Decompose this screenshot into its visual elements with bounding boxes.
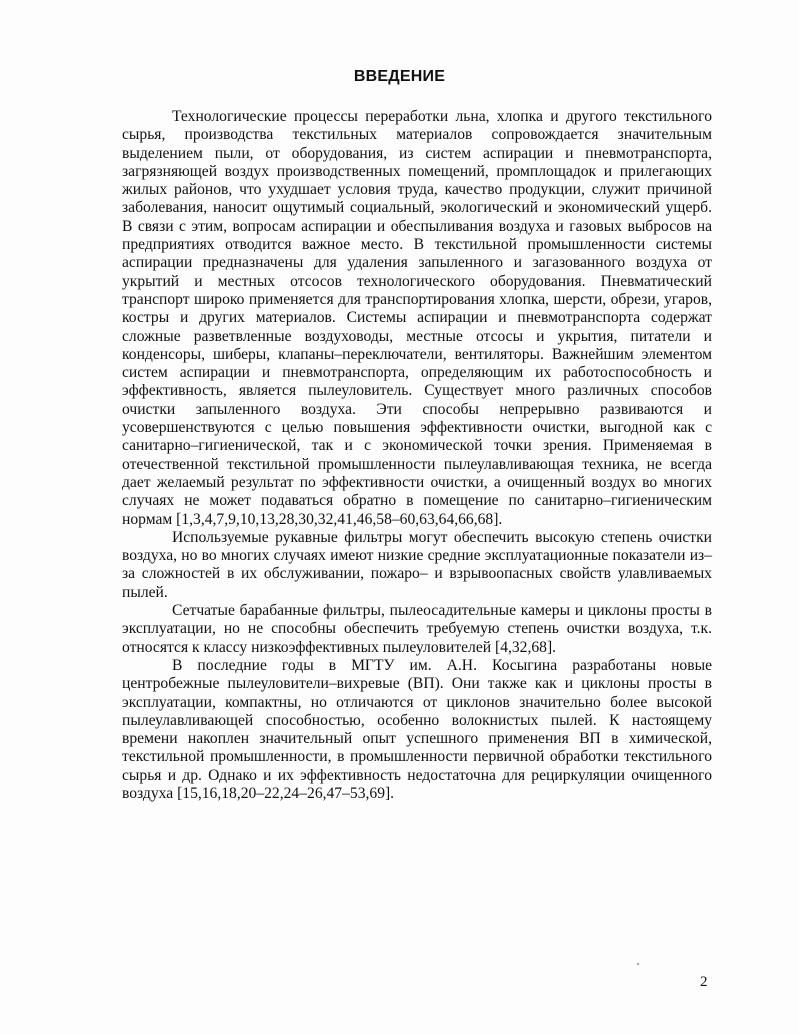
paragraph-2: Используемые рукавные фильтры могут обеспечить высокую степень очистки воздуха, но во многих случаях имеют низкие средние эксплуатационные показатели из–за сложностей в их обслуживании, пожаро– и взрывоопасных свойств улавливаемых пылей. — [122, 528, 712, 601]
scan-speck — [637, 963, 639, 965]
paragraph-1: Технологические процессы переработки льна, хлопка и другого текстильного сырья, производства текстильных материалов сопровождается значительным выделением пыли, от оборудования, из систем аспирации и пневмотранспорта, загрязняющей воздух производственных помещений, промплощадок и прилегающих жилых районов, что ухудшает условия труда, качество продукции, служит причиной заболевания, наносит ощутимый социальный, экологический и экономический ущерб. В связи с этим, вопросам аспирации и обеспыливания воздуха и газовых выбросов на предприятиях отводится важное место. В текстильной промышленности системы аспирации предназначены для удаления запыленного и загазованного воздуха от укрытий и местных отсосов технологического оборудования. Пневматический транспорт широко применяется для транспортирования хлопка, шерсти, обрези, угаров, костры и других материалов. Системы аспирации и пневмотранспорта содержат сложные разветвленные воздуховоды, местные отсосы и укрытия, питатели и конденсоры, шиберы, клапаны–переключатели, вентиляторы. Важнейшим элементом систем аспирации и пневмотранспорта, определяющим их работоспособность и эффективность, является пылеуловитель. Существует много различных способов очистки запыленного воздуха. Эти способы непрерывно развиваются и усовершенствуются с целью повышения эффективности очистки, выгодной как с санитарно–гигиенической, так и с экономической точки зрения. Применяемая в отечественной текстильной промышленности пылеулавливающая техника, не всегда дает желаемый результат по эффективности очистки, а очищенный воздух во многих случаях не может подаваться обратно в помещение по санитарно–гигиеническим нормам [1,3,4,7,9,10,13,28,30,32,41,46,58–60,63,64,66,68]. — [122, 108, 712, 528]
page-number: 2 — [700, 974, 708, 990]
body-text — [122, 108, 712, 803]
paragraph-4: В последние годы в МГТУ им. А.Н. Косыгина разработаны новые центробежные пылеуловители–вихревые (ВП). Они также как и циклоны просты в эксплуатации, компактны, но отличаются от циклонов значительно более высокой пылеулавливающей способностью, особенно волокнистых пылей. К настоящему времени накоплен значительный опыт успешного применения ВП в химической, текстильной промышленности, в промышленности первичной обработки текстильного сырья и др. Однако и их эффективность недостаточна для рециркуляции очищенного воздуха [15,16,18,20–22,24–26,47–53,69]. — [122, 656, 712, 802]
paragraph-3: Сетчатые барабанные фильтры, пылеосадительные камеры и циклоны просты в эксплуатации, но не способны обеспечить требуемую степень очистки воздуха, т.к. относятся к классу низкоэффективных пылеуловителей [4,32,68]. — [122, 602, 712, 656]
section-title: ВВЕДЕНИЕ — [353, 68, 446, 85]
